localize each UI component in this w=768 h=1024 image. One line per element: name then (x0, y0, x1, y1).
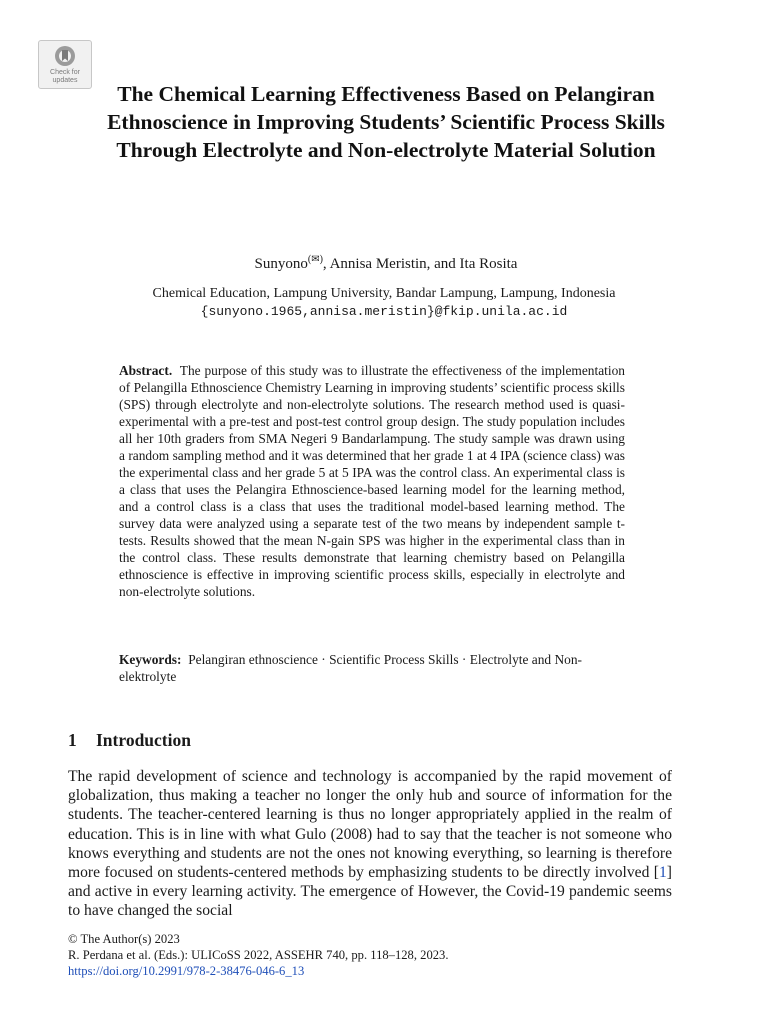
intro-text-part1: The rapid development of science and technology is accompanied by the rapid movement of globalization, thus making a teacher no longer the only hub and source of information for the students. The teacher-centered learning is thus no longer appropriately applied in the realm of education. This is in line with what Gulo (2008) had to say that the teacher is not someone who knows everything and students are not the ones not knowing everything, so learning is therefore more focused on students-centered methods by emphasizing students to be directly involved [ (68, 768, 672, 882)
badge-line1: Check for (50, 69, 80, 76)
keywords-text: Pelangiran ethnoscience · Scientific Process Skills · Electrolyte and Non-elektrolyte (119, 652, 582, 684)
keywords (119, 651, 625, 685)
badge-line2: updates (52, 77, 78, 84)
paper-title: The Chemical Learning Effectiveness Based on Pelangiran Ethnoscience in Improving Students’ Scientific Process Skills Through Electrolyte and Non-electrolyte Material Solution (107, 82, 665, 162)
abstract-text: The purpose of this study was to illustrate the effectiveness of the implementation of Pelangilla Ethnoscience Chemistry Learning in improving students’ scientific process skills (SPS) through electrolyte and non-electrolyte solutions. The research method used is quasi-experimental with a pre-test and post-test control group design. The study population includes all her 10th graders from SMA Negeri 9 Bandarlampung. The study sample was drawn using a random sampling method and it was determined that her grade 1 at 4 IPA (science class) was the experimental class and her grade 5 at 5 IPA was the control class. An experimental class is a class that uses the Pelangira Ethnoscience-based learning model for the learning method, and a control class is a class that uses the traditional model-based learning method. The survey data were analyzed using a separate test of the two means by independent sample t-tests. Results showed that the mean N-gain SPS was higher in the experimental class than in the control class. These results demonstrate that learning chemistry based on Pelangilla ethnoscience is effective in improving scientific process skills, especially in electrolyte and non-electrolyte solutions. (119, 363, 625, 599)
abstract (119, 362, 625, 600)
doi-link[interactable]: https://doi.org/10.2991/978-2-38476-046-6_13 (68, 964, 305, 978)
first-author: Sunyono (254, 256, 308, 272)
section-heading (68, 729, 668, 751)
footer (68, 931, 688, 979)
intro-paragraph (68, 767, 672, 921)
keywords-label: Keywords: (119, 652, 182, 667)
section-title: Introduction (96, 730, 191, 750)
citation-line: R. Perdana et al. (Eds.): ULICoSS 2022, ASSEHR 740, pp. 118–128, 2023. (68, 948, 449, 962)
affiliation: Chemical Education, Lampung University, Bandar Lampung, Lampung, Indonesia (152, 286, 616, 301)
abstract-label: Abstract. (119, 363, 173, 378)
check-for-updates-badge[interactable] (38, 40, 92, 89)
section-number: 1 (68, 730, 77, 750)
author-list (100, 250, 672, 274)
author-email[interactable]: {sunyono.1965,annisa.meristin}@fkip.unila.ac.id (200, 304, 568, 319)
intro-text-part2: ] and active in every learning activity. The emergence of However, the Covid-19 pandemic seems to have changed the social (68, 864, 672, 920)
bookmark-ring-icon (53, 44, 77, 68)
corresponding-author-mail-icon: (✉) (307, 254, 323, 265)
citation-link[interactable]: 1 (659, 864, 667, 882)
copyright-line: © The Author(s) 2023 (68, 932, 180, 946)
other-authors: , Annisa Meristin, and Ita Rosita (322, 256, 518, 272)
